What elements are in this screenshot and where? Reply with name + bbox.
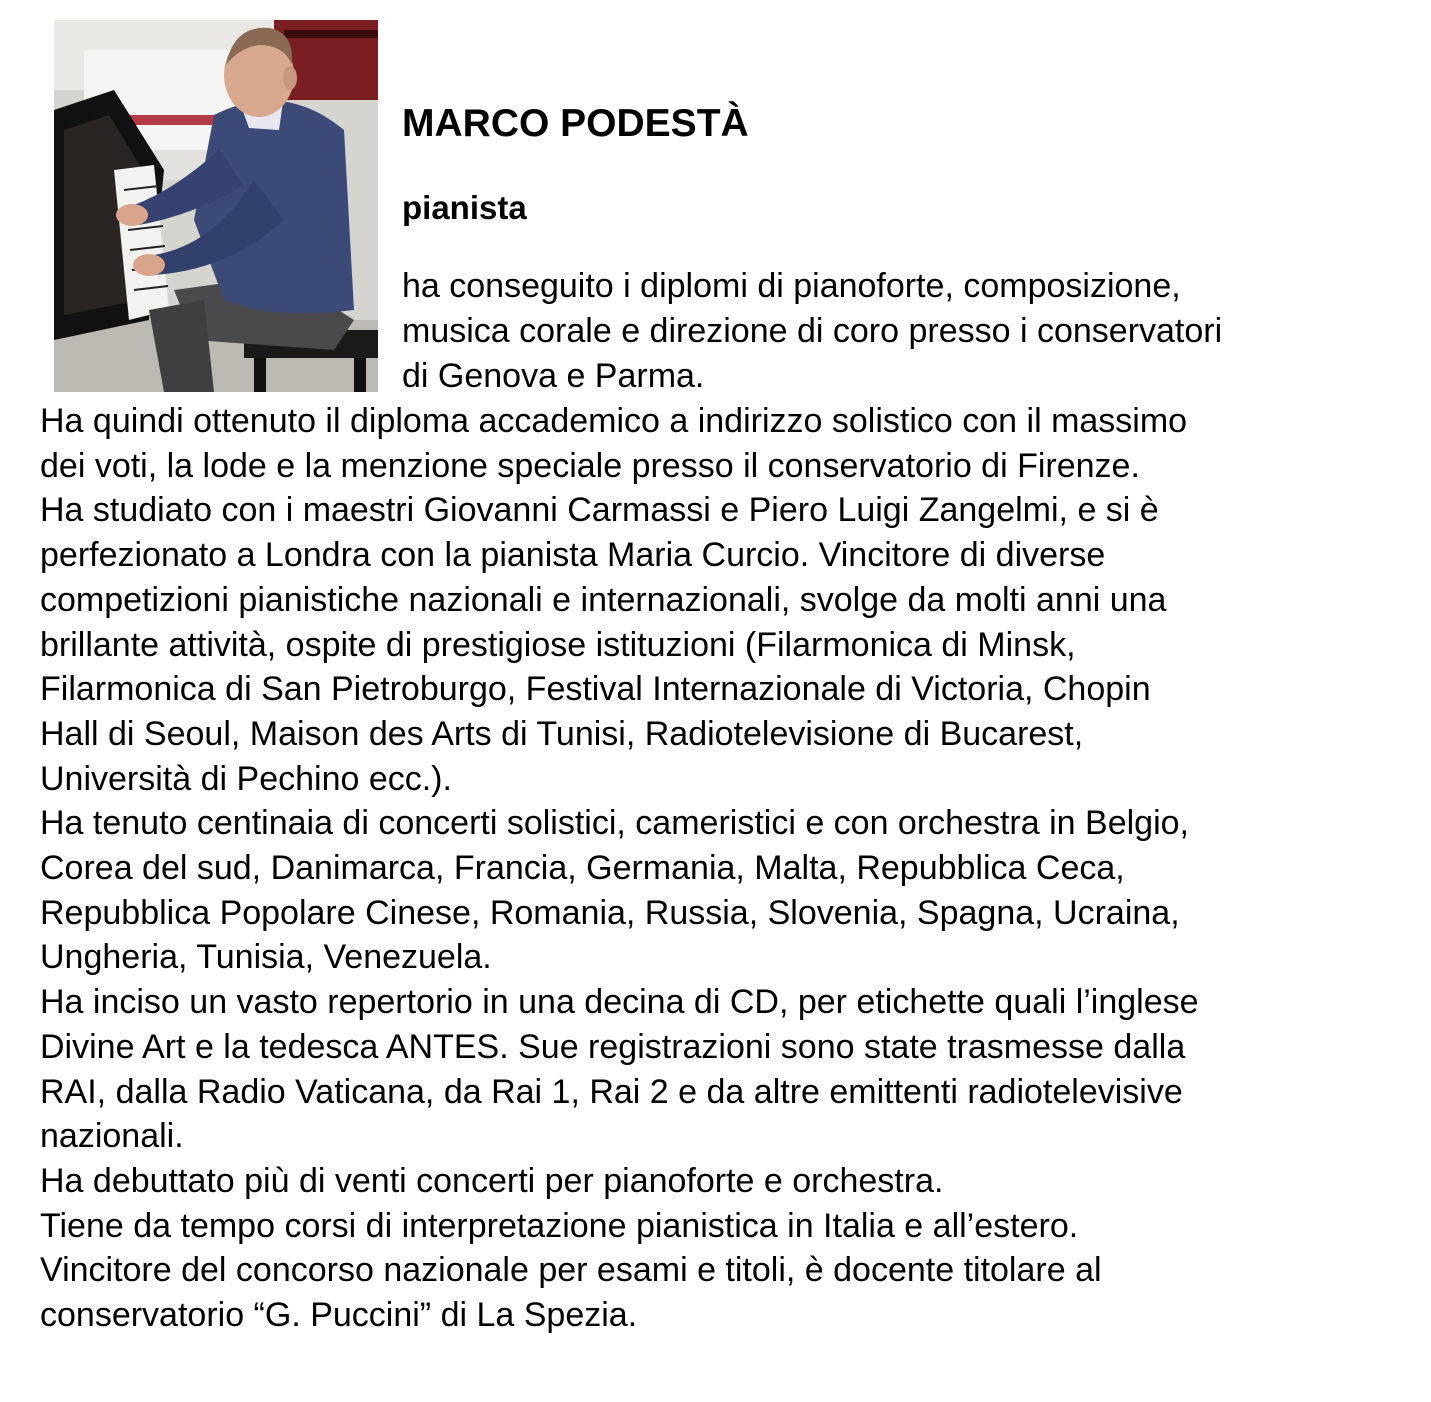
bio-line: conservatorio “G. Puccini” di La Spezia. [40, 1296, 638, 1335]
page-title: MARCO PODESTÀ [402, 102, 749, 145]
bio-line: Ungheria, Tunisia, Venezuela. [40, 938, 492, 977]
bio-line: Divine Art e la tedesca ANTES. Sue registrazioni sono state trasmesse dalla [40, 1027, 1186, 1066]
bio-line: dei voti, la lode e la menzione speciale presso il conservatorio di Firenze. [40, 446, 1140, 485]
bio-line: Repubblica Popolare Cinese, Romania, Russia, Slovenia, Spagna, Ucraina, [40, 893, 1180, 932]
intro-line: ha conseguito i diplomi di pianoforte, composizione, [402, 267, 1181, 305]
bio-line: Hall di Seoul, Maison des Arts di Tunisi, Radiotelevisione di Bucarest, [40, 714, 1084, 753]
bio-line: Ha quindi ottenuto il diploma accademico a indirizzo solistico con il massimo [40, 402, 1188, 440]
bio-line: Ha tenuto centinaia di concerti solistici, cameristici e con orchestra in Belgio, [40, 804, 1189, 843]
bio-line: Vincitore del concorso nazionale per esami e titoli, è docente titolare al [40, 1251, 1102, 1290]
bio-line: Ha debuttato più di venti concerti per pianoforte e orchestra. [40, 1161, 944, 1200]
bio-line: RAI, dalla Radio Vaticana, da Rai 1, Rai 2 e da altre emittenti radiotelevisive [40, 1072, 1183, 1111]
bio-line: Università di Pechino ecc.). [40, 759, 452, 798]
bio-line: Corea del sud, Danimarca, Francia, Germania, Malta, Repubblica Ceca, [40, 849, 1125, 888]
bio-line: nazionali. [40, 1117, 184, 1156]
bio-line: Ha studiato con i maestri Giovanni Carmassi e Piero Luigi Zangelmi, e si è [40, 491, 1159, 530]
intro-paragraph [402, 264, 1392, 399]
bio-line: competizioni pianistiche nazionali e internazionali, svolge da molti anni una [40, 580, 1167, 619]
biography-text [40, 399, 1410, 1338]
bio-line: Filarmonica di San Pietroburgo, Festival Internazionale di Victoria, Chopin [40, 670, 1151, 709]
bio-line: Tiene da tempo corsi di interpretazione pianistica in Italia e all’estero. [40, 1206, 1079, 1245]
intro-line: musica corale e direzione di coro presso i conservatori [402, 312, 1223, 350]
bio-line: perfezionato a Londra con la pianista Maria Curcio. Vincitore di diverse [40, 536, 1106, 575]
bio-line: Ha inciso un vasto repertorio in una decina di CD, per etichette quali l’inglese [40, 983, 1199, 1022]
subtitle-role: pianista [402, 189, 527, 226]
bio-line: brillante attività, ospite di prestigiose istituzioni (Filarmonica di Minsk, [40, 625, 1076, 664]
pianist-photo-icon [54, 20, 378, 392]
pianist-photo [54, 20, 378, 392]
intro-line: di Genova e Parma. [402, 357, 705, 395]
